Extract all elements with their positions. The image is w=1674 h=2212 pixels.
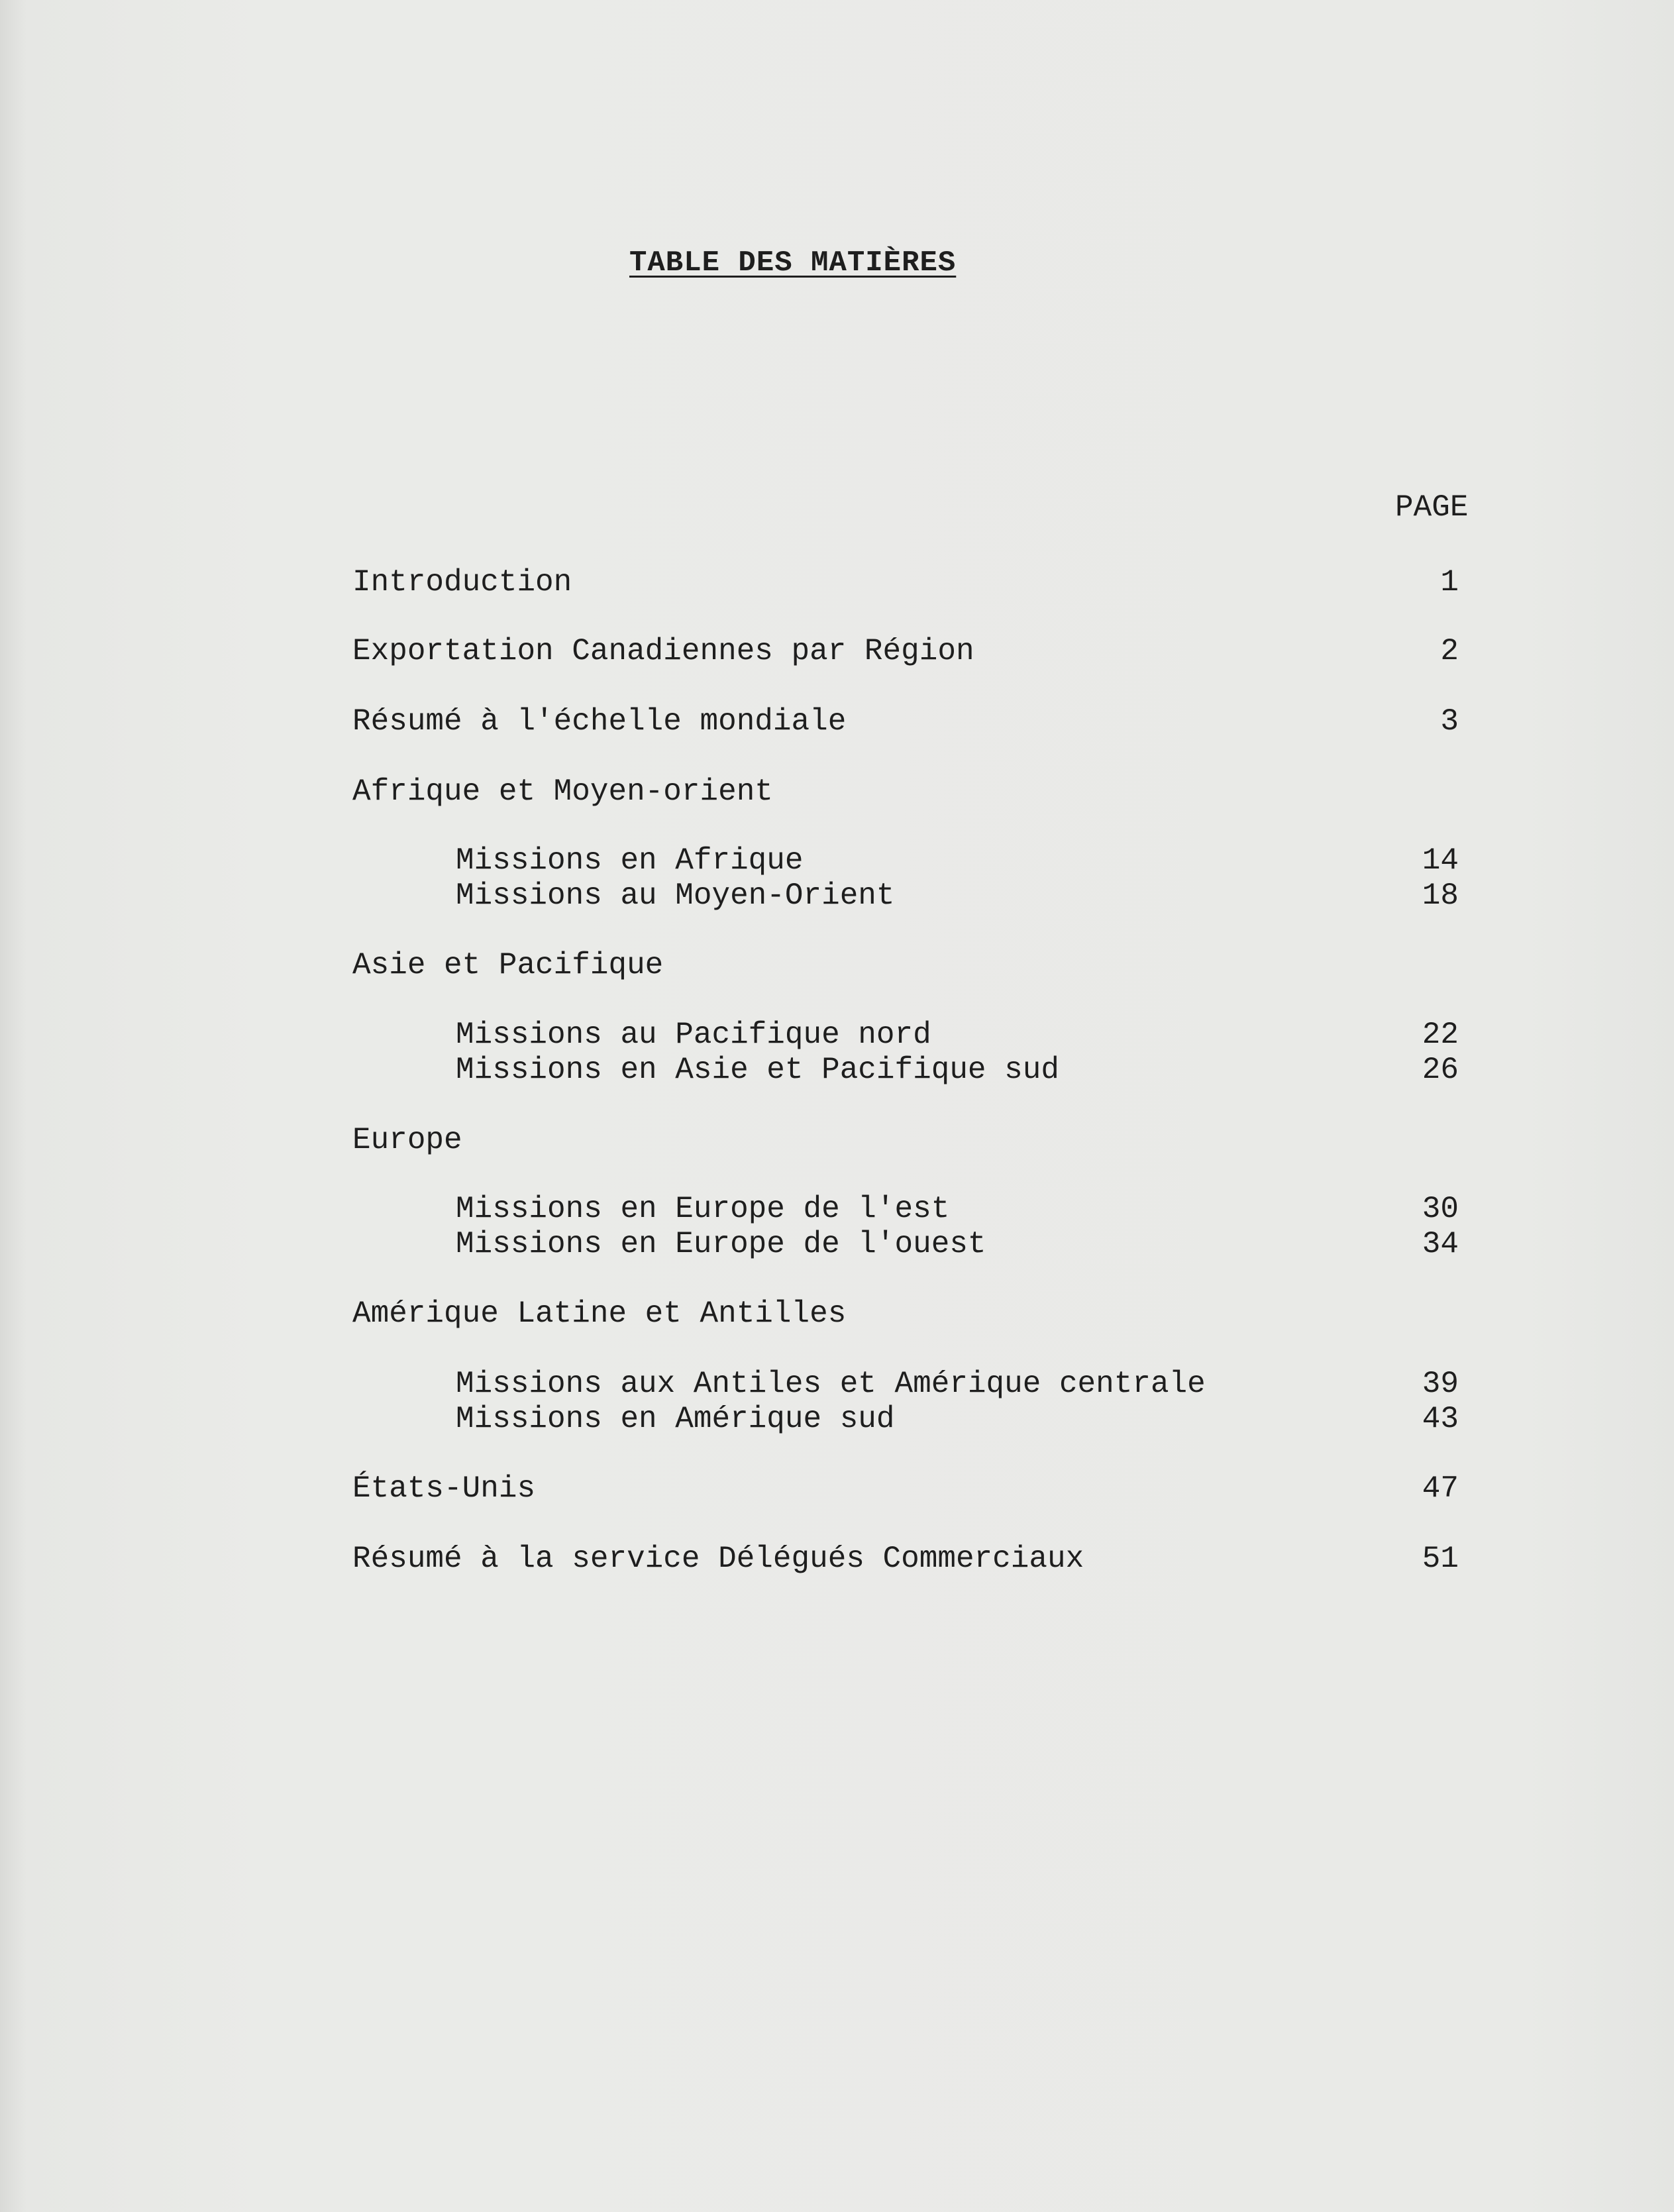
toc-entry-page: 34: [1422, 1227, 1459, 1261]
toc-entry-label: Missions au Moyen-Orient: [456, 878, 895, 913]
toc-entry-page: 39: [1422, 1367, 1459, 1401]
toc-title: TABLE DES MATIÈRES: [629, 246, 957, 280]
toc-entry-page: 1: [1440, 565, 1459, 600]
toc-entry-label: Introduction: [352, 565, 572, 600]
toc-entry-label: Missions en Amérique sud: [456, 1402, 895, 1436]
toc-entry-page: 18: [1422, 878, 1459, 913]
toc-entry-label: Résumé à l'échelle mondiale: [352, 704, 847, 739]
page-column-header: PAGE: [1395, 490, 1469, 525]
toc-entry-page: 14: [1422, 843, 1459, 878]
toc-entry-label: États-Unis: [352, 1471, 536, 1506]
toc-entry-label: Missions en Europe de l'ouest: [456, 1227, 986, 1261]
toc-entry-label: Missions en Europe de l'est: [456, 1192, 950, 1226]
toc-section-heading: Afrique et Moyen-orient: [352, 774, 773, 809]
toc-entry-label: Missions au Pacifique nord: [456, 1018, 931, 1052]
toc-entry-page: 30: [1422, 1192, 1459, 1226]
toc-section-heading: Europe: [352, 1123, 462, 1157]
toc-entry-page: 22: [1422, 1018, 1459, 1052]
toc-entry-page: 3: [1440, 704, 1459, 739]
toc-entry-label: Missions aux Antiles et Amérique centrale: [456, 1367, 1206, 1401]
toc-entry-page: 2: [1440, 634, 1459, 668]
toc-entry-label: Missions en Asie et Pacifique sud: [456, 1053, 1059, 1087]
toc-entry-page: 51: [1422, 1542, 1459, 1576]
toc-entry-page: 43: [1422, 1402, 1459, 1436]
toc-entry-page: 26: [1422, 1053, 1459, 1087]
toc-section-heading: Amérique Latine et Antilles: [352, 1296, 847, 1331]
toc-entry-label: Résumé à la service Délégués Commerciaux: [352, 1542, 1084, 1576]
toc-section-heading: Asie et Pacifique: [352, 948, 664, 982]
toc-entry-page: 47: [1422, 1471, 1459, 1506]
toc-entry-label: Exportation Canadiennes par Région: [352, 634, 974, 668]
toc-entry-label: Missions en Afrique: [456, 843, 804, 878]
